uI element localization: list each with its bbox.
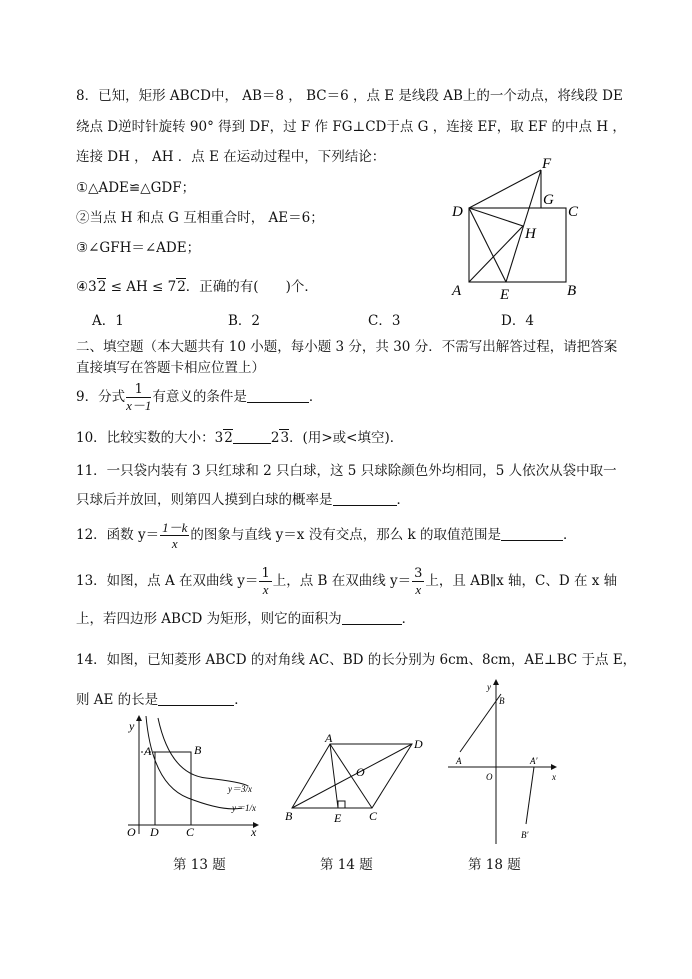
label-b: B: [285, 809, 293, 823]
label-b: B: [499, 696, 505, 706]
segment-a1b1: [526, 767, 534, 824]
sqrt-2: 2: [177, 279, 186, 295]
label-b-prime: B′: [521, 830, 529, 840]
label-y: y: [129, 719, 135, 733]
label-x: x: [552, 772, 556, 782]
q10: 10．比较实数的大小：32 23．(用>或<填空)．: [76, 430, 404, 446]
q8-line2: 绕点 D逆时针旋转 90° 得到 DF，过 F 作 FG⊥CD于点 G ，连接 EF，取 EF 的中点 H ，: [76, 119, 626, 135]
q13-line1: 13．如图，点 A 在双曲线 y＝ $\frac{1}{x}$ 上，点 B 在双曲线 y＝ $\frac{3}{x}$ 上，且 AB∥x 轴，C、D 在 x 轴: [76, 566, 618, 597]
figure-13: [118, 712, 268, 837]
figure-18: [448, 676, 563, 846]
label-a-prime: A′: [530, 756, 538, 766]
q14-line1: 14．如图，已知菱形 ABCD 的对角线 AC、BD 的长分别为 6cm、8cm，AE⊥BC 于点 E，: [76, 652, 637, 668]
answer-blank: [158, 691, 234, 706]
label-c: C: [568, 204, 579, 220]
q8-conclusion-3: ③∠GFH＝∠ADE；: [76, 240, 201, 256]
label-o: O: [127, 825, 136, 837]
q8-option-d: D．4: [501, 313, 534, 329]
answer-blank: [501, 526, 563, 541]
q8-conclusion-1: ①△ADE≌△GDF；: [76, 180, 196, 196]
label-c: C: [186, 825, 195, 837]
label-a: A: [144, 744, 152, 758]
q8-line3: 连接 DH ， AH ．点 E 在运动过程中，下列结论：: [76, 149, 386, 165]
q8-figure: [445, 152, 585, 302]
segment-ab: [460, 694, 501, 752]
label-curve-1: y＝1/x: [232, 803, 256, 813]
q14-line2: 则 AE 的长是 ．: [76, 692, 248, 708]
q11-line1: 11．一只袋内装有 3 只红球和 2 只白球，这 5 只球除颜色外均相同，5 人依次从袋中取一: [76, 463, 617, 479]
answer-blank: [233, 429, 271, 444]
label-curve-3: y＝3/x: [228, 784, 252, 794]
label-b: B: [194, 743, 202, 757]
q8-option-b: B．2: [228, 313, 261, 329]
right-angle-mark: [338, 801, 345, 808]
label-o: O: [356, 765, 365, 779]
label-x: x: [251, 825, 257, 837]
q8-option-c: C．3: [368, 313, 401, 329]
label-c: C: [369, 809, 378, 823]
q12: 12．函数 y＝ $\frac{1-k}{x}$ 的图象与直线 y＝x 没有交点，那么 k 的取值范围是 ．: [76, 520, 577, 551]
label-f: F: [542, 156, 552, 172]
fraction: $\frac{1}{x}$: [261, 566, 270, 597]
answer-blank: [342, 610, 402, 625]
label-d: D: [414, 737, 423, 751]
label-d: D: [452, 204, 463, 220]
q8-option-a: A．1: [92, 313, 124, 329]
q11-line2: 只球后并放回，则第四人摸到白球的概率是 ．: [76, 492, 410, 508]
label-y: y: [487, 682, 491, 692]
q9: 9．分式 $\frac{1}{x-1}$ 有意义的条件是 ．: [76, 382, 323, 413]
figure-14: [283, 733, 433, 828]
label-h: H: [525, 226, 536, 242]
answer-blank: [333, 491, 397, 506]
label-a: A: [452, 283, 462, 299]
fraction: $\frac{3}{x}$: [414, 566, 423, 597]
q13-line2: 上，若四边形 ABCD 为矩形，则它的面积为 ．: [76, 611, 416, 627]
fraction: $\frac{1}{x-1}$: [126, 382, 152, 413]
q8-conclusion-4: ④32 ≤ AH ≤ 72．正确的有( )个．: [76, 279, 318, 295]
label-e: E: [500, 287, 510, 302]
section2-line1: 二、填空题（本大题共有 10 小题，每小题 3 分，共 30 分．不需写出解答过程，请把答案: [76, 339, 618, 355]
q8-line1: 8．已知，矩形 ABCD中， AB＝8 ， BC＝6 ，点 E 是线段 AB上的一个动点，将线段 DE: [76, 88, 623, 104]
label-b: B: [567, 283, 577, 299]
curve-y-1-over-x: [146, 716, 242, 809]
segment-de: [469, 208, 506, 282]
label-d: D: [150, 825, 159, 837]
answer-blank: [247, 388, 309, 403]
label-g: G: [543, 192, 554, 208]
q8-conclusion-2: ②当点 H 和点 G 互相重合时， AE＝6；: [76, 210, 324, 226]
label-a: A: [456, 756, 462, 766]
label-e: E: [334, 811, 342, 825]
label-o: O: [486, 772, 493, 782]
caption-figure-13: 第 13 题: [173, 857, 226, 873]
fraction: $\frac{1-k}{x}$: [162, 520, 188, 551]
diagonal-bd: [292, 744, 412, 808]
label-a: A: [325, 733, 333, 745]
caption-figure-18: 第 18 题: [468, 857, 521, 873]
section2-line2: 直接填写在答题卡相应位置上）: [76, 360, 265, 376]
sqrt-2: 2: [97, 279, 107, 295]
caption-figure-14: 第 14 题: [320, 857, 373, 873]
segment-df: [469, 170, 541, 208]
